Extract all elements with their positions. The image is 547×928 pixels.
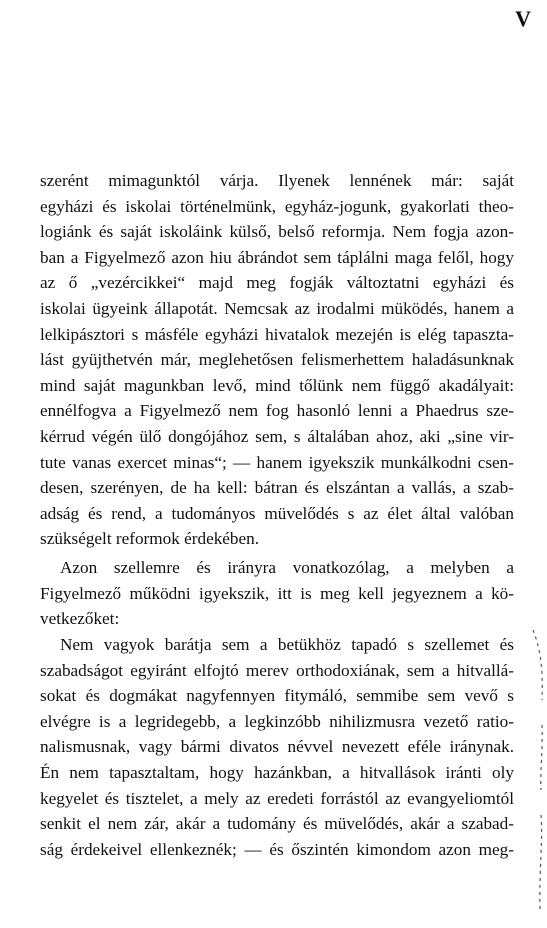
text-line: lelkipásztori s másféle egyházi hivatalok mezején is elég tapaszta- — [40, 324, 514, 344]
page-edge-mark — [531, 630, 545, 920]
text-line: kérrud végén ülő dongójához sem, s általában ahoz, aki „sine vir- — [40, 426, 514, 446]
text-line: Nem vagyok barátja sem a betükhöz tapadó s szellemet és — [60, 635, 514, 654]
text-line: mind saját magunkban levő, mind tőlünk nem függő akadályait: — [40, 375, 514, 395]
text-line: sokat és dogmákat nagyfennyen fitymáló, semmibe sem vevő s — [40, 686, 514, 706]
text-line: szerént mimagunktól várja. Ilyenek lennének már: saját — [40, 171, 514, 190]
text-line: az ő „vezércikkei“ majd meg fogják változtatni egyházi és — [40, 273, 514, 293]
text-line: desen, szerényen, de ha kell: bátran és elszántan a vallás, a szab- — [40, 478, 514, 498]
text-line: iskolai ügyeink állapotát. Nemcsak az irodalmi müködés, hanem a — [40, 298, 514, 318]
text-line: tute vanas exercet minas“; — hanem igyekszik munkálkodni csen- — [40, 452, 514, 472]
text-line: vetkezőket: — [40, 609, 120, 629]
paragraph-3 — [40, 632, 514, 862]
text-line: logiánk és saját iskoláink külső, belső reformja. Nem fogja azon- — [40, 222, 514, 242]
text-line: lást gyüjthetvén már, meglehetősen felismerhettem haladásunknak — [40, 350, 514, 370]
paragraph-2 — [40, 555, 514, 632]
text-line: nalismusnak, vagy bármi divatos névvel nevezett eféle iránynak. — [40, 737, 514, 757]
text-line: szükségelt reformok érdekében. — [40, 529, 260, 549]
text-line: adság és rend, a tudományos müvelődés s az élet által valóban — [40, 503, 514, 523]
text-line: ság érdekeivel ellenkeznék; — és őszintén kimondom azon meg- — [40, 839, 514, 859]
text-line: senkit el nem zár, akár a tudomány és müvelődés, akár a szabad- — [40, 814, 514, 834]
text-line: Figyelmező működni igyekszik, itt is meg kell jegyeznem a kö- — [40, 583, 514, 603]
text-line: ennélfogva a Figyelmező nem fog hasonló lenni a Phaedrus sze- — [40, 401, 514, 421]
text-line: Én nem tapasztaltam, hogy hazánkban, a hitvallások iránti oly — [40, 762, 514, 782]
paragraph-1 — [40, 168, 514, 552]
text-line: ban a Figyelmező azon hiu ábrándot sem táplálni maga felől, hogy — [40, 247, 514, 267]
text-line: egyházi és iskolai történelmünk, egyház-jogunk, gyakorlati theo- — [40, 196, 514, 216]
page-number: V — [515, 6, 531, 31]
text-line: szabadságot egyiránt elfojtó merev orthodoxiának, sem a hitvallá- — [40, 660, 514, 680]
text-line: kegyelet és tisztelet, a mely az eredeti forrástól az evangyeliomtól — [40, 788, 514, 808]
text-line: elvégre is a legridegebb, a legkinzóbb nihilizmusra vezető ratio- — [40, 711, 514, 731]
text-line: Azon szellemre és irányra vonatkozólag, a melyben a — [60, 558, 514, 577]
